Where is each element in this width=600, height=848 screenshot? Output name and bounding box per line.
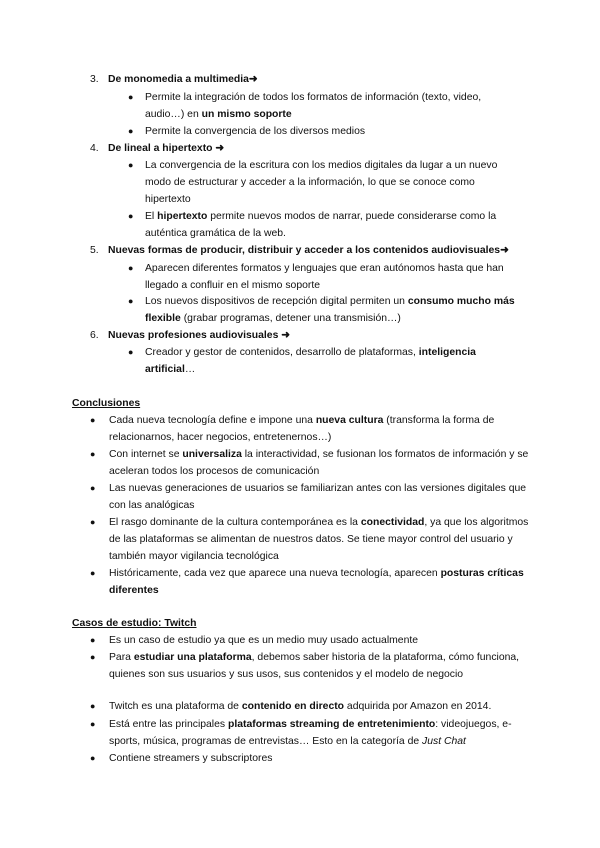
section-number: 4. — [90, 143, 99, 154]
bullet-icon: ● — [90, 415, 96, 425]
section-number: 5. — [90, 245, 99, 256]
bullet-icon: ● — [128, 263, 134, 273]
bullet-icon: ● — [90, 719, 96, 729]
bullet-icon: ● — [90, 635, 96, 645]
list-item: ● Históricamente, cada vez que aparece una nueva tecnología, aparecen posturas críticas diferentes — [90, 565, 530, 599]
list-item: ● El rasgo dominante de la cultura contemporánea es la conectividad, ya que los algoritmos de las plataformas se alimentan de nuestros datos. Se tiene mayor control del usuario y también mayor vigilancia tecnológica — [90, 514, 530, 565]
bullet-icon: ● — [128, 160, 134, 170]
list-item: ● Contiene streamers y subscriptores — [90, 750, 530, 767]
section-title: Nuevas profesiones audiovisuales ➜ — [108, 330, 290, 341]
list-item: ● Permite la convergencia de los diversos medios — [128, 123, 523, 140]
list-item: ● El hipertexto permite nuevos modos de narrar, puede considerarse como la auténtica gramática de la web. — [128, 208, 523, 242]
list-item: ● Twitch es una plataforma de contenido en directo adquirida por Amazon en 2014. — [90, 698, 530, 715]
list-item: ● Permite la integración de todos los formatos de información (texto, video, audio…) en un mismo soporte — [128, 89, 523, 123]
list-item: ● Con internet se universaliza la interactividad, se fusionan los formatos de información y se aceleran todos los procesos de comunicación — [90, 446, 530, 480]
bullet-icon: ● — [90, 517, 96, 527]
bullet-icon: ● — [128, 296, 134, 306]
bullet-icon: ● — [128, 126, 134, 136]
list-item: ● Está entre las principales plataformas streaming de entretenimiento: videojuegos, e-sports, música, programas de entrevistas… Esto en la categoría de Just Chat — [90, 716, 530, 750]
bullet-icon: ● — [90, 652, 96, 662]
bullet-icon: ● — [90, 753, 96, 763]
list-item: ● Las nuevas generaciones de usuarios se familiarizan antes con las versiones digitales que con las analógicas — [90, 480, 530, 514]
bullet-icon: ● — [128, 92, 134, 102]
section-title: Nuevas formas de producir, distribuir y acceder a los contenidos audiovisuales➜ — [108, 245, 509, 256]
conclusiones-heading: Conclusiones — [72, 398, 141, 409]
casos-heading: Casos de estudio: Twitch — [72, 618, 197, 629]
list-item: ● Cada nueva tecnología define e impone una nueva cultura (transforma la forma de relacionarnos, hacer negocios, entretenernos…) — [90, 412, 530, 446]
section-title: De monomedia a multimedia➜ — [108, 74, 258, 85]
list-item: ● Los nuevos dispositivos de recepción digital permiten un consumo mucho más flexible (grabar programas, detener una transmisión…) — [128, 293, 523, 327]
list-item: ● Creador y gestor de contenidos, desarrollo de plataformas, inteligencia artificial… — [128, 344, 523, 378]
bullet-icon: ● — [128, 211, 134, 221]
section-number: 3. — [90, 74, 99, 85]
list-item: ● Es un caso de estudio ya que es un medio muy usado actualmente — [90, 632, 530, 649]
list-item: ● La convergencia de la escritura con los medios digitales da lugar a un nuevo modo de estructurar y acceder a la información, lo que se conoce como hipertexto — [128, 157, 523, 208]
section-number: 6. — [90, 330, 99, 341]
bullet-icon: ● — [90, 568, 96, 578]
bullet-icon: ● — [128, 347, 134, 357]
bullet-icon: ● — [90, 483, 96, 493]
list-item: ● Para estudiar una plataforma, debemos saber historia de la plataforma, cómo funciona, quienes son sus usuarios y sus usos, sus contenidos y el modelo de negocio — [90, 649, 530, 683]
list-item: ● Aparecen diferentes formatos y lenguajes que eran autónomos hasta que han llegado a confluir en el mismo soporte — [128, 260, 523, 294]
section-title: De lineal a hipertexto ➜ — [108, 143, 225, 154]
bullet-icon: ● — [90, 449, 96, 459]
bullet-icon: ● — [90, 701, 96, 711]
